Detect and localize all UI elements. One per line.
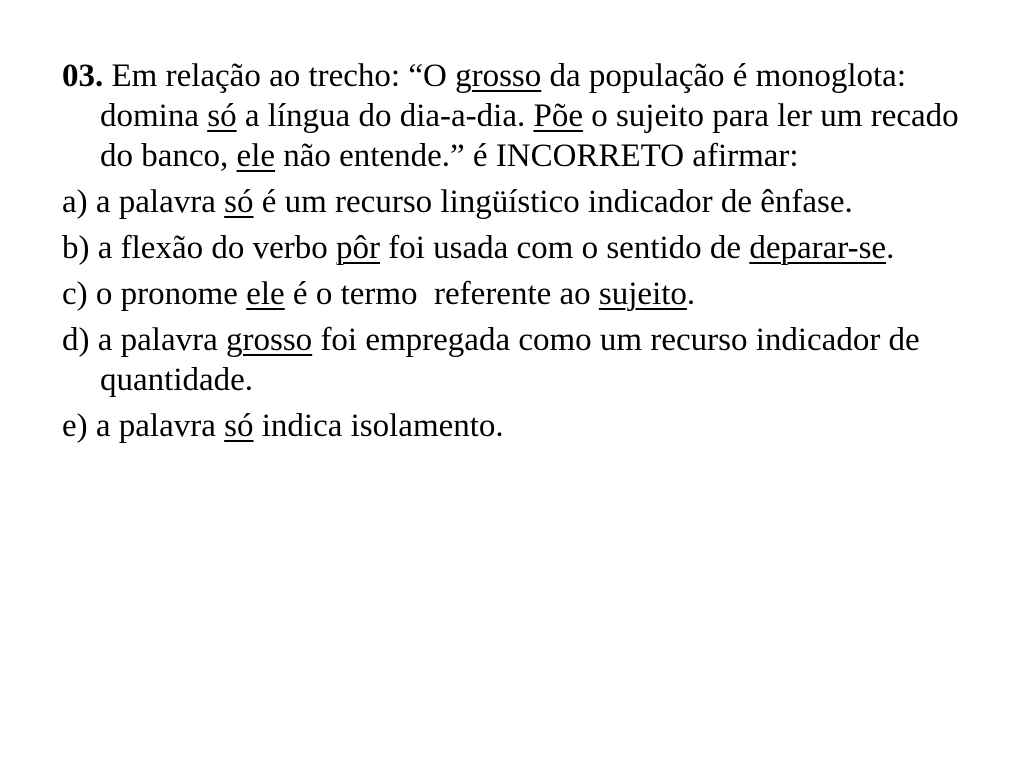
option-text: foi empregada como um recurso indicador de quantidade. bbox=[100, 322, 920, 398]
option-text: a) a palavra bbox=[62, 184, 225, 220]
stem-text: o sujeito para ler um recado do banco, bbox=[100, 98, 959, 174]
underlined-word: só bbox=[224, 408, 254, 444]
option-b bbox=[62, 228, 984, 268]
underlined-word: pôr bbox=[335, 230, 380, 266]
option-a bbox=[62, 182, 984, 222]
option-e bbox=[62, 406, 984, 446]
option-text: e) a palavra bbox=[62, 408, 225, 444]
option-text: b) a flexão do verbo bbox=[62, 230, 336, 266]
stem-text: da população é monoglota: domina bbox=[100, 58, 906, 134]
underlined-word: só bbox=[224, 184, 254, 220]
underlined-word-grosso: grosso bbox=[455, 58, 542, 94]
option-text: indica isolamento. bbox=[253, 408, 504, 444]
option-text: d) a palavra bbox=[62, 322, 226, 358]
underlined-word: sujeito bbox=[598, 276, 687, 312]
underlined-word-ele: ele bbox=[236, 138, 276, 174]
underlined-word-poe: Põe bbox=[533, 98, 583, 134]
option-text: c) o pronome bbox=[62, 276, 247, 312]
option-text: . bbox=[686, 276, 696, 312]
option-c bbox=[62, 274, 984, 314]
underlined-word: grosso bbox=[226, 322, 313, 358]
stem-text: não entende.” é INCORRETO afirmar: bbox=[275, 138, 799, 174]
option-text: . bbox=[886, 230, 895, 266]
stem-text: a língua do dia-a-dia. bbox=[236, 98, 534, 134]
option-text: é um recurso lingüístico indicador de ênfase. bbox=[253, 184, 853, 220]
stem-text: Em relação ao trecho: “O bbox=[111, 58, 456, 94]
underlined-word: deparar-se bbox=[749, 230, 887, 266]
question-stem bbox=[62, 56, 984, 176]
option-d bbox=[62, 320, 984, 400]
underlined-word: ele bbox=[246, 276, 285, 312]
underlined-word-so: só bbox=[207, 98, 237, 134]
option-text: foi usada com o sentido de bbox=[379, 230, 750, 266]
option-text: é o termo referente ao bbox=[284, 276, 599, 312]
question-number: 03. bbox=[62, 58, 104, 94]
